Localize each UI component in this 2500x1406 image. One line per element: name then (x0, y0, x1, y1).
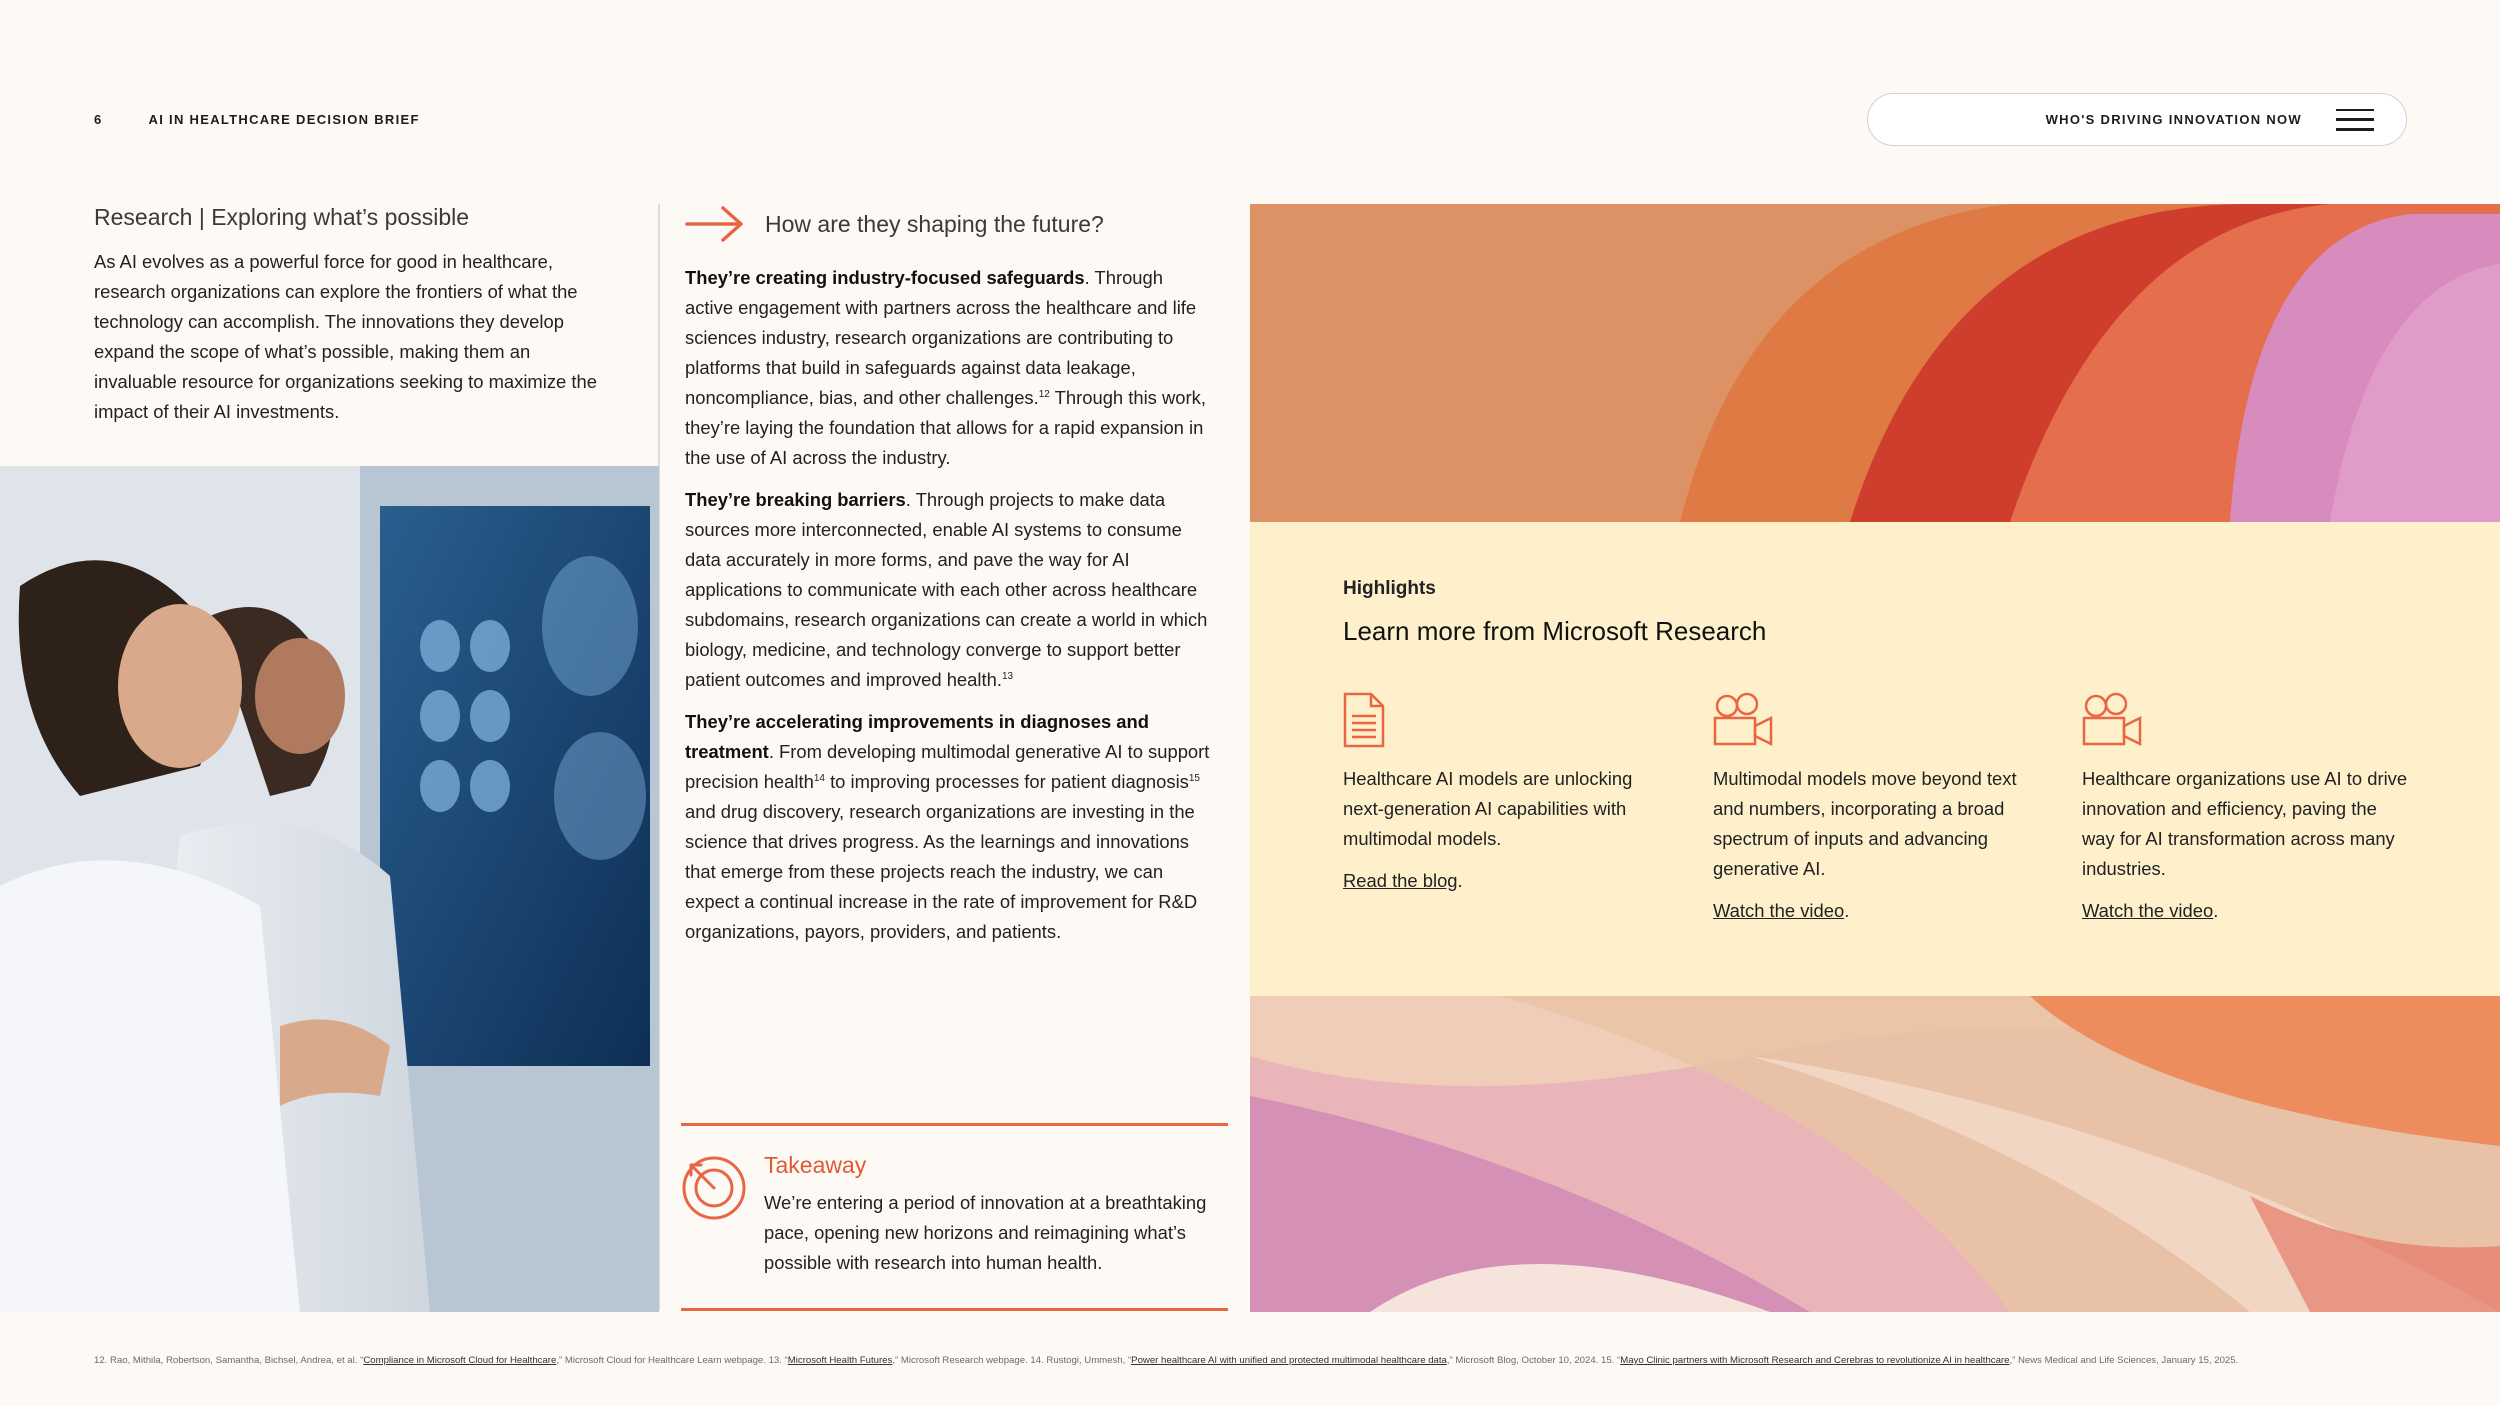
barriers-paragraph (685, 485, 1215, 695)
card-link[interactable]: Watch the video (2082, 900, 2214, 921)
paragraph-text: . Through projects to make data sources more interconnected, enable AI systems to consume data accurately in more forms, and pave the way for AI applications to communicate with each other across healthcare subdomains, research organizations can create a world in which biology, medicine, and technology converge to support better patient outcomes and improved health. (685, 489, 1208, 690)
researchers-photo (0, 466, 659, 1312)
shaping-question: How are they shaping the future? (765, 210, 1104, 237)
research-intro: As AI evolves as a powerful force for good in healthcare, research organizations can explore the frontiers of what the technology can accomplish. The innovations they develop expand the scope of what’s possible, making them an invaluable resource for organizations seeking to maximize the impact of their AI investments. (94, 251, 597, 422)
takeaway-bottom-rule (681, 1308, 1228, 1311)
footnote-text: ,” News Medical and Life Sciences, January 15, 2025. (2009, 1355, 2239, 1366)
link-suffix: . (2213, 900, 2219, 921)
footnote-text: 12. Rao, Mithila, Robertson, Samantha, Bichsel, Andrea, et al. “ (94, 1355, 364, 1366)
takeaway-label: Takeaway (764, 1152, 867, 1178)
page-header (94, 112, 420, 127)
abstract-curves-illustration (1250, 204, 2500, 522)
card-link[interactable]: Watch the video (1713, 900, 1845, 921)
highlight-card (1713, 692, 2043, 926)
read-blog-link[interactable] (1343, 866, 1673, 896)
video-camera-icon (1713, 692, 1773, 748)
watch-video-link[interactable] (2082, 896, 2412, 926)
paragraph-text: to improving processes for patient diagnosis (824, 771, 1189, 792)
document-title: AI IN HEALTHCARE DECISION BRIEF (148, 112, 420, 127)
paragraph-text: . From developing multimodal generative AI to support precision health (685, 741, 1210, 792)
highlight-description: Healthcare organizations use AI to drive innovation and efficiency, paving the way for AI transformation across many industries. (2082, 768, 2408, 879)
abstract-art-top (1250, 204, 2500, 522)
footnote-link[interactable]: Mayo Clinic partners with Microsoft Research and Cerebras to revolutionize AI in healthcare (1620, 1355, 2010, 1366)
page-number: 6 (94, 112, 103, 127)
footnote-ref: 15 (1188, 772, 1200, 784)
abstract-waves-illustration (1250, 996, 2500, 1312)
highlight-description: Multimodal models move beyond text and numbers, incorporating a broad spectrum of inputs and advancing generative AI. (1713, 768, 2017, 879)
paragraph-text: Through this work, they’re laying the foundation that allows for a rapid expansion in the use of AI across the industry. (685, 387, 1206, 468)
takeaway-top-rule (681, 1123, 1228, 1126)
icon-wrap (1713, 692, 2043, 752)
paragraph-lead: They’re breaking barriers (685, 489, 906, 510)
icon-wrap (2082, 692, 2412, 752)
paragraph-text: . Through active engagement with partners across the healthcare and life sciences industry, research organizations are contributing to platforms that build in safeguards against data leakage, noncompliance, bias, and other challenges. (685, 267, 1197, 408)
paragraph-lead: They’re creating industry-focused safeguards (685, 267, 1085, 288)
footnote-text: ,” Microsoft Research webpage. 14. Rustogi, Ummesh, “ (892, 1355, 1132, 1366)
footnote-text: ,” Microsoft Blog, October 10, 2024. 15. “ (1446, 1355, 1621, 1366)
paragraph-lead: They’re accelerating improvements in diagnoses and treatment (685, 711, 1150, 762)
document-icon (1343, 692, 1385, 748)
link-suffix: . (1457, 870, 1463, 891)
shaping-heading (685, 204, 1104, 244)
footnote-link[interactable]: Microsoft Health Futures (787, 1355, 893, 1366)
card-link[interactable]: Read the blog (1343, 870, 1458, 891)
footnote-ref: 12 (1038, 388, 1050, 400)
footnote-ref: 14 (813, 772, 825, 784)
highlights-label: Highlights (1343, 578, 1436, 599)
footnotes (94, 1355, 2414, 1366)
link-suffix: . (1844, 900, 1850, 921)
researchers-illustration (0, 466, 659, 1312)
hamburger-menu-icon[interactable] (2336, 109, 2374, 131)
icon-wrap (1343, 692, 1673, 752)
section-nav-title[interactable]: WHO'S DRIVING INNOVATION NOW (2045, 112, 2302, 127)
diagnoses-paragraph (685, 707, 1215, 947)
footnote-ref: 13 (1001, 670, 1014, 682)
research-heading: Research | Exploring what’s possible (94, 204, 470, 230)
highlight-card (2082, 692, 2412, 926)
paragraph-text: and drug discovery, research organizations are investing in the science that drives progress. As the learnings and innovations that emerge from these projects reach the industry, we can expect a continual increase in the rate of improvement for R&D organizations, payors, providers, and patients. (685, 801, 1198, 942)
section-nav-pill[interactable] (1867, 93, 2407, 146)
highlight-card (1343, 692, 1673, 896)
footnote-link[interactable]: Compliance in Microsoft Cloud for Healthcare (363, 1355, 557, 1366)
arrow-right-icon (685, 204, 745, 244)
watch-video-link[interactable] (1713, 896, 2043, 926)
highlight-description: Healthcare AI models are unlocking next-generation AI capabilities with multimodal models. (1343, 768, 1633, 849)
highlights-panel (1250, 522, 2500, 996)
footnote-text: ,” Microsoft Cloud for Healthcare Learn webpage. 13. “ (556, 1355, 788, 1366)
safeguards-paragraph (685, 263, 1215, 473)
target-icon (681, 1155, 747, 1221)
video-camera-icon (2082, 692, 2142, 748)
highlights-title: Learn more from Microsoft Research (1343, 616, 1767, 646)
takeaway-text: We’re entering a period of innovation at a breathtaking pace, opening new horizons and reimagining what’s possible with research into human health. (764, 1192, 1207, 1273)
abstract-art-bottom (1250, 996, 2500, 1312)
shaping-body (685, 263, 1215, 959)
footnote-link[interactable]: Power healthcare AI with unified and protected multimodal healthcare data (1131, 1355, 1447, 1366)
